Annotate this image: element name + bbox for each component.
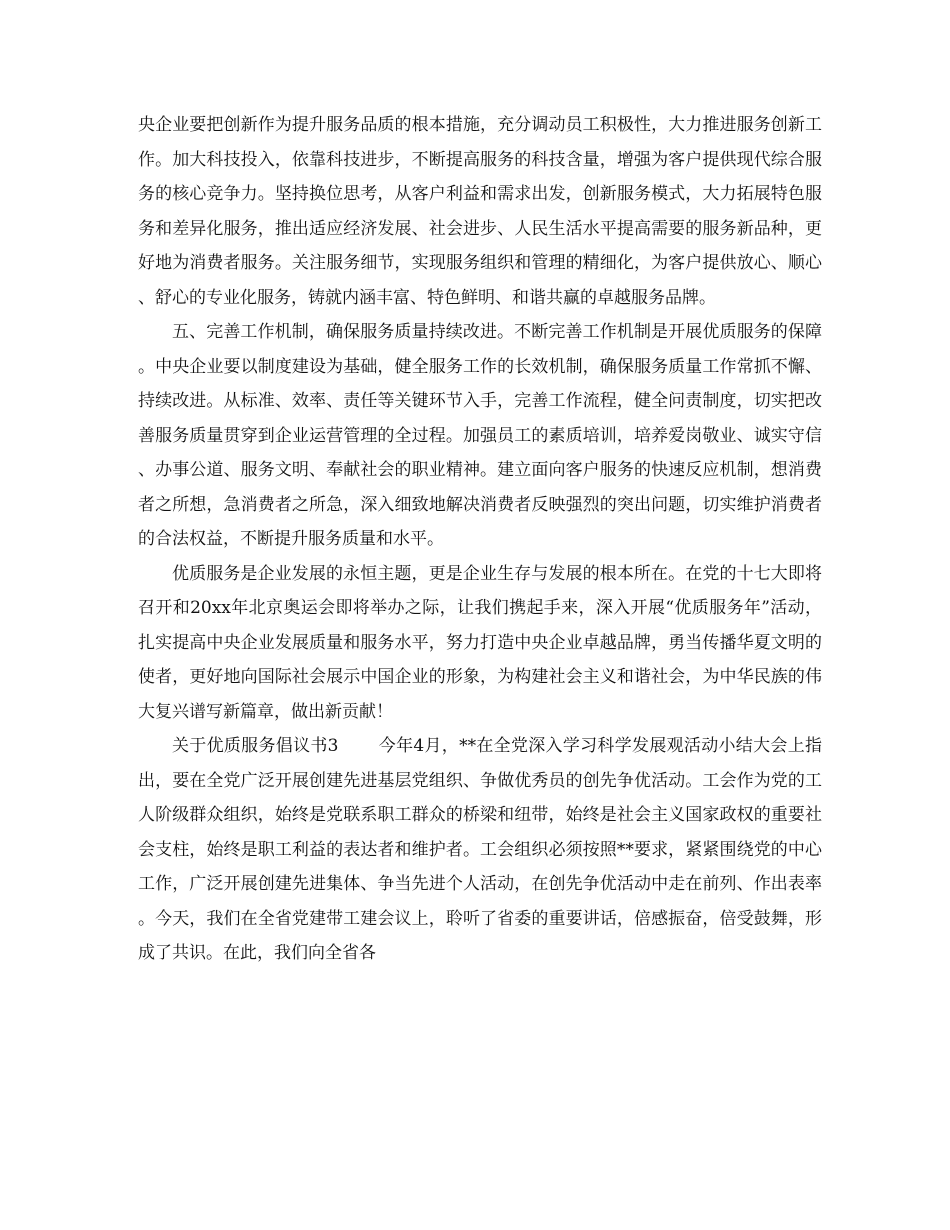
paragraph-proposal-3 xyxy=(138,729,822,971)
paragraph-proposal-3-text: 今年4月，**在全党深入学习科学发展观活动小结大会上指出，要在全党广泛开展创建先进基层党组织、争做优秀员的创先争优活动。工会作为党的工人阶级群众组织，始终是党联系职工群众的桥梁和纽带，始终是社会主义国家政权的重要社会支柱，始终是职工利益的表达者和维护者。工会组织必须按照**要求，紧紧围绕党的中心工作，广泛开展创建先进集体、争当先进个人活动，在创先争优活动中走在前列、作出表率。今天，我们在全省党建带工建会议上，聆听了省委的重要讲话，倍感振奋，倍受鼓舞，形成了共识。在此，我们向全省各 xyxy=(138,736,822,963)
paragraph-innovation-service: 央企业要把创新作为提升服务品质的根本措施，充分调动员工积极性，大力推进服务创新工作。加大科技投入，依靠科技进步，不断提高服务的科技含量，增强为客户提供现代综合服务的核心竞争力。坚持换位思考，从客户利益和需求出发，创新服务模式，大力拓展特色服务和差异化服务，推出适应经济发展、社会进步、人民生活水平提高需要的服务新品种，更好地为消费者服务。关注服务细节，实现服务组织和管理的精细化，为客户提供放心、顺心、舒心的专业化服务，铸就内涵丰富、特色鲜明、和谐共赢的卓越服务品牌。 xyxy=(138,115,822,308)
document-body xyxy=(138,108,822,971)
paragraph-quality-service-theme: 优质服务是企业发展的永恒主题，更是企业生存与发展的根本所在。在党的十七大即将召开和20xx年北京奥运会即将举办之际，让我们携起手来，深入开展“优质服务年”活动，扎实提高中央企业发展质量和服务水平，努力打造中央企业卓越品牌，勇当传播华夏文明的使者，更好地向国际社会展示中国企业的形象，为构建社会主义和谐社会，为中华民族的伟大复兴谱写新篇章，做出新贡献！ xyxy=(138,563,822,722)
section-heading-proposal-3: 关于优质服务倡议书3 xyxy=(172,736,339,756)
paragraph-work-mechanism: 五、完善工作机制，确保服务质量持续改进。不断完善工作机制是开展优质服务的保障。中央企业要以制度建设为基础，健全服务工作的长效机制，确保服务质量工作常抓不懈、持续改进。从标准、效率、责任等关键环节入手，完善工作流程，健全问责制度，切实把改善服务质量贯穿到企业运营管理的全过程。加强员工的素质培训，培养爱岗敬业、诚实守信、办事公道、服务文明、奉献社会的职业精神。建立面向客户服务的快速反应机制，想消费者之所想，急消费者之所急，深入细致地解决消费者反映强烈的突出问题，切实维护消费者的合法权益，不断提升服务质量和水平。 xyxy=(138,322,822,549)
